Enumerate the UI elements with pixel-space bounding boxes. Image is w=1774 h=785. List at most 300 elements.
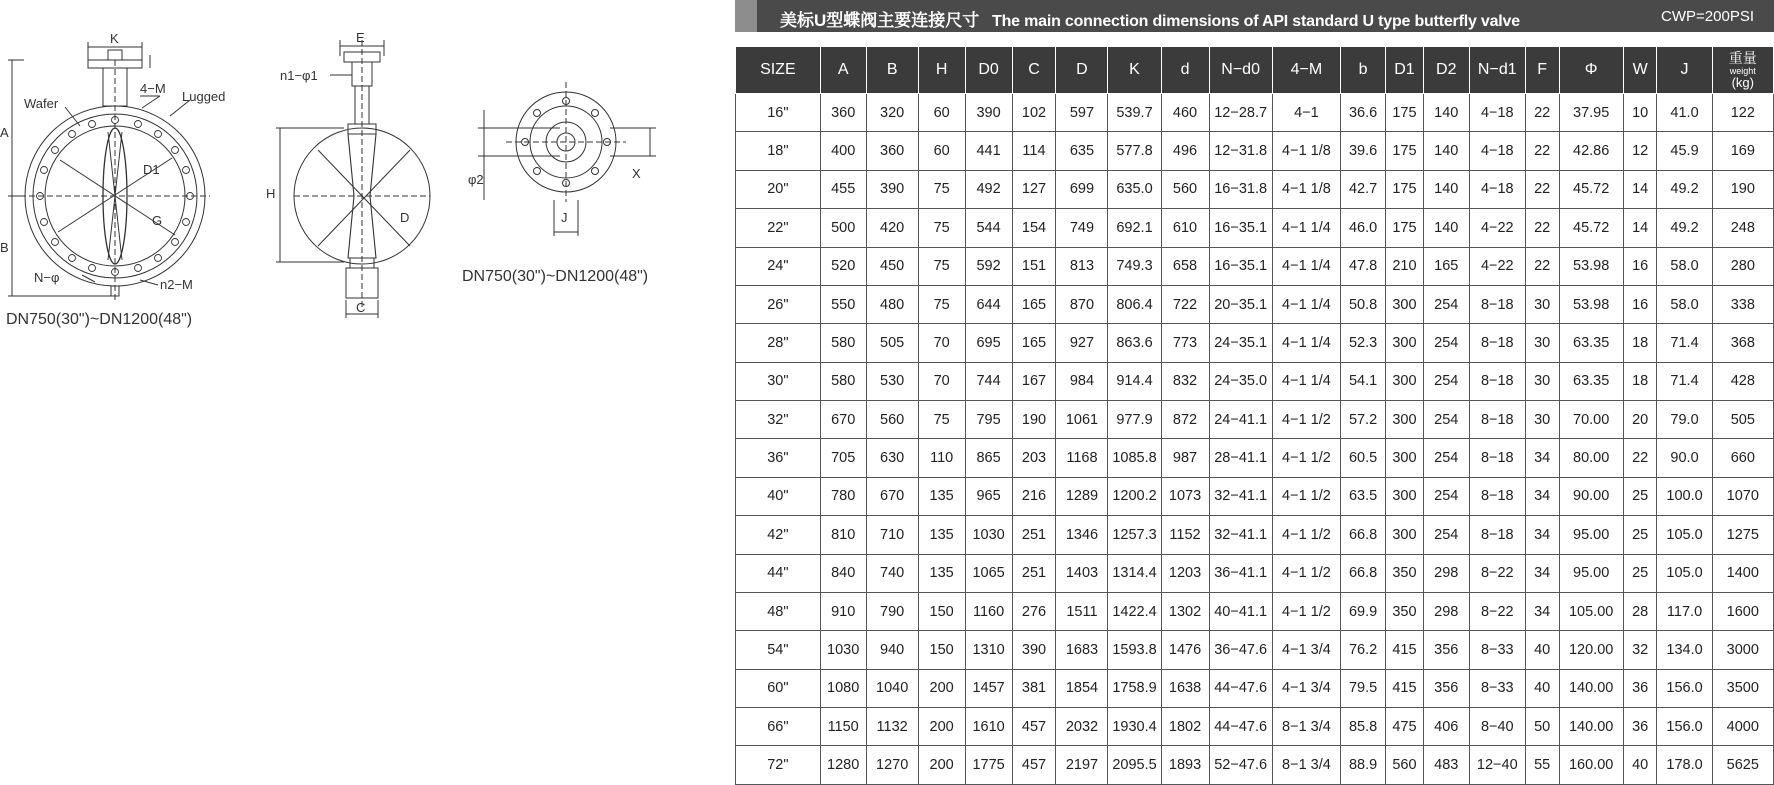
table-cell: 660 (1712, 439, 1773, 477)
table-cell: 30 (1525, 401, 1559, 439)
table-cell: 200 (918, 708, 965, 746)
table-cell: 1683 (1056, 631, 1108, 669)
table-cell: 8−18 (1469, 324, 1525, 362)
table-cell: 40 (1623, 746, 1657, 785)
column-header: F (1525, 47, 1559, 94)
front-view-caption: DN750(30")~DN1200(48") (6, 311, 193, 328)
table-cell: 47.8 (1341, 247, 1386, 285)
size-cell: 72" (736, 746, 821, 785)
table-cell: 320 (866, 94, 918, 132)
table-cell: 457 (1012, 708, 1056, 746)
table-row (736, 209, 1774, 247)
table-cell: 165 (1423, 247, 1469, 285)
table-cell: 1638 (1161, 669, 1209, 707)
table-cell: 1302 (1161, 592, 1209, 630)
table-cell: 248 (1712, 209, 1773, 247)
table-row (736, 247, 1774, 285)
table-cell: 216 (1012, 477, 1056, 515)
table-cell: 49.2 (1657, 170, 1712, 208)
table-cell: 210 (1386, 247, 1424, 285)
table-cell: 8−1 3/4 (1272, 708, 1340, 746)
table-cell: 16 (1623, 285, 1657, 323)
table-cell: 178.0 (1657, 746, 1712, 785)
table-cell: 45.9 (1657, 132, 1712, 170)
table-cell: 32 (1623, 631, 1657, 669)
table-cell: 1070 (1712, 477, 1773, 515)
table-cell: 34 (1525, 592, 1559, 630)
table-cell: 160.00 (1559, 746, 1623, 785)
table-cell: 69.9 (1341, 592, 1386, 630)
table-cell: 1403 (1056, 554, 1108, 592)
table-cell: 670 (866, 477, 918, 515)
label-4-m: 4−M (140, 81, 166, 96)
table-cell: 520 (820, 247, 866, 285)
label-k: K (110, 31, 119, 46)
table-cell: 300 (1386, 401, 1424, 439)
table-title (780, 6, 1520, 31)
size-cell: 20" (736, 170, 821, 208)
label-e: E (356, 30, 365, 45)
table-cell: 20 (1623, 401, 1657, 439)
table-cell: 95.00 (1559, 516, 1623, 554)
table-row (736, 170, 1774, 208)
table-cell: 34 (1525, 516, 1559, 554)
table-cell: 102 (1012, 94, 1056, 132)
table-cell: 8−18 (1469, 516, 1525, 554)
table-cell: 580 (820, 362, 866, 400)
table-cell: 300 (1386, 439, 1424, 477)
table-cell: 8−33 (1469, 631, 1525, 669)
table-cell: 254 (1423, 362, 1469, 400)
table-cell: 30 (1525, 362, 1559, 400)
table-cell: 22 (1525, 170, 1559, 208)
table-cell: 806.4 (1108, 285, 1161, 323)
table-cell: 8−1 3/4 (1272, 746, 1340, 785)
table-cell: 37.95 (1559, 94, 1623, 132)
table-cell: 42.86 (1559, 132, 1623, 170)
table-cell: 977.9 (1108, 401, 1161, 439)
table-cell: 780 (820, 477, 866, 515)
table-cell: 46.0 (1341, 209, 1386, 247)
table-cell: 75 (918, 285, 965, 323)
table-cell: 338 (1712, 285, 1773, 323)
table-cell: 50 (1525, 708, 1559, 746)
table-row (736, 94, 1774, 132)
table-cell: 1168 (1056, 439, 1108, 477)
table-cell: 60.5 (1341, 439, 1386, 477)
table-cell: 810 (820, 516, 866, 554)
column-header: d (1161, 47, 1209, 94)
table-cell: 1030 (965, 516, 1012, 554)
table-cell: 16−35.1 (1209, 209, 1272, 247)
label-j: J (561, 210, 568, 225)
table-cell: 4−1 1/8 (1272, 170, 1340, 208)
table-cell: 4−18 (1469, 94, 1525, 132)
table-cell: 1930.4 (1108, 708, 1161, 746)
table-cell: 22 (1525, 94, 1559, 132)
size-cell: 32" (736, 401, 821, 439)
table-cell: 300 (1386, 285, 1424, 323)
table-cell: 1132 (866, 708, 918, 746)
table-cell: 8−18 (1469, 477, 1525, 515)
table-cell: 1457 (965, 669, 1012, 707)
table-cell: 4−1 1/4 (1272, 324, 1340, 362)
table-cell: 22 (1623, 439, 1657, 477)
table-cell: 167 (1012, 362, 1056, 400)
column-header: SIZE (736, 47, 821, 94)
table-cell: 16 (1623, 247, 1657, 285)
table-cell: 863.6 (1108, 324, 1161, 362)
table-cell: 66.8 (1341, 554, 1386, 592)
table-cell: 987 (1161, 439, 1209, 477)
table-cell: 1085.8 (1108, 439, 1161, 477)
size-cell: 24" (736, 247, 821, 285)
table-cell: 203 (1012, 439, 1056, 477)
table-cell: 4−1 1/2 (1272, 516, 1340, 554)
table-cell: 169 (1712, 132, 1773, 170)
table-cell: 254 (1423, 285, 1469, 323)
table-cell: 560 (1386, 746, 1424, 785)
table-cell: 254 (1423, 516, 1469, 554)
table-cell: 368 (1712, 324, 1773, 362)
table-cell: 1854 (1056, 669, 1108, 707)
table-cell: 360 (866, 132, 918, 170)
table-cell: 254 (1423, 477, 1469, 515)
table-cell: 165 (1012, 324, 1056, 362)
table-cell: 1073 (1161, 477, 1209, 515)
table-cell: 57.2 (1341, 401, 1386, 439)
table-cell: 4−1 3/4 (1272, 669, 1340, 707)
table-cell: 496 (1161, 132, 1209, 170)
table-title-bar (735, 0, 1774, 32)
table-cell: 744 (965, 362, 1012, 400)
table-cell: 50.8 (1341, 285, 1386, 323)
table-cell: 910 (820, 592, 866, 630)
title-accent (735, 0, 757, 32)
table-header-row (736, 47, 1774, 94)
column-header: C (1012, 47, 1056, 94)
table-cell: 63.5 (1341, 477, 1386, 515)
table-cell: 350 (1386, 554, 1424, 592)
table-cell: 428 (1712, 362, 1773, 400)
table-cell: 34 (1525, 477, 1559, 515)
table-cell: 4−1 1/2 (1272, 477, 1340, 515)
table-cell: 12−31.8 (1209, 132, 1272, 170)
table-cell: 90.00 (1559, 477, 1623, 515)
table-cell: 406 (1423, 708, 1469, 746)
label-x: X (632, 166, 641, 181)
table-cell: 298 (1423, 554, 1469, 592)
label-phi2: φ2 (468, 172, 484, 187)
table-cell: 70 (918, 324, 965, 362)
table-cell: 3000 (1712, 631, 1773, 669)
table-cell: 1160 (965, 592, 1012, 630)
label-d1: D1 (143, 162, 160, 177)
column-header: D2 (1423, 47, 1469, 94)
table-cell: 865 (965, 439, 1012, 477)
table-cell: 52−47.6 (1209, 746, 1272, 785)
table-cell: 644 (965, 285, 1012, 323)
table-cell: 150 (918, 592, 965, 630)
table-cell: 16−31.8 (1209, 170, 1272, 208)
table-cell: 635 (1056, 132, 1108, 170)
dimensions-table (735, 46, 1774, 785)
table-cell: 1893 (1161, 746, 1209, 785)
table-cell: 140.00 (1559, 708, 1623, 746)
table-cell: 44−47.6 (1209, 708, 1272, 746)
table-cell: 40−41.1 (1209, 592, 1272, 630)
table-cell: 455 (820, 170, 866, 208)
table-cell: 24−41.1 (1209, 401, 1272, 439)
column-header: H (918, 47, 965, 94)
column-header: N−d0 (1209, 47, 1272, 94)
table-cell: 390 (965, 94, 1012, 132)
table-cell: 1200.2 (1108, 477, 1161, 515)
table-cell: 1061 (1056, 401, 1108, 439)
table-cell: 8−22 (1469, 592, 1525, 630)
table-cell: 560 (1161, 170, 1209, 208)
table-cell: 4−18 (1469, 132, 1525, 170)
table-cell: 592 (965, 247, 1012, 285)
table-cell: 4−1 1/2 (1272, 439, 1340, 477)
table-cell: 36−41.1 (1209, 554, 1272, 592)
table-cell: 175 (1386, 209, 1424, 247)
size-cell: 66" (736, 708, 821, 746)
table-cell: 45.72 (1559, 170, 1623, 208)
table-cell: 710 (866, 516, 918, 554)
table-cell: 24−35.1 (1209, 324, 1272, 362)
table-cell: 135 (918, 554, 965, 592)
table-cell: 965 (965, 477, 1012, 515)
table-cell: 95.00 (1559, 554, 1623, 592)
table-cell: 105.0 (1657, 554, 1712, 592)
label-wafer: Wafer (24, 96, 59, 111)
table-cell: 280 (1712, 247, 1773, 285)
table-cell: 44−47.6 (1209, 669, 1272, 707)
table-cell: 2197 (1056, 746, 1108, 785)
table-cell: 10 (1623, 94, 1657, 132)
table-cell: 415 (1386, 631, 1424, 669)
table-cell: 254 (1423, 324, 1469, 362)
table-cell: 483 (1423, 746, 1469, 785)
label-c: C (356, 300, 366, 315)
table-cell: 1600 (1712, 592, 1773, 630)
table-cell: 36−47.6 (1209, 631, 1272, 669)
table-cell: 110 (918, 439, 965, 477)
table-cell: 1400 (1712, 554, 1773, 592)
table-cell: 140 (1423, 209, 1469, 247)
table-row (736, 477, 1774, 515)
table-cell: 539.7 (1108, 94, 1161, 132)
pressure-rating: CWP=200PSI (1661, 8, 1754, 25)
table-cell: 88.9 (1341, 746, 1386, 785)
table-cell: 1030 (820, 631, 866, 669)
table-cell: 254 (1423, 439, 1469, 477)
table-cell: 1346 (1056, 516, 1108, 554)
table-cell: 190 (1712, 170, 1773, 208)
table-row (736, 401, 1774, 439)
table-cell: 60 (918, 132, 965, 170)
size-cell: 18" (736, 132, 821, 170)
table-cell: 1203 (1161, 554, 1209, 592)
title-chinese: 美标U型蝶阀主要连接尺寸 (780, 11, 980, 30)
table-cell: 135 (918, 477, 965, 515)
table-cell: 36 (1623, 669, 1657, 707)
table-cell: 200 (918, 746, 965, 785)
size-cell: 54" (736, 631, 821, 669)
size-cell: 42" (736, 516, 821, 554)
table-cell: 4−22 (1469, 247, 1525, 285)
table-cell: 832 (1161, 362, 1209, 400)
table-cell: 300 (1386, 362, 1424, 400)
table-cell: 356 (1423, 669, 1469, 707)
table-cell: 8−33 (1469, 669, 1525, 707)
table-cell: 25 (1623, 554, 1657, 592)
table-cell: 151 (1012, 247, 1056, 285)
table-cell: 492 (965, 170, 1012, 208)
table-cell: 4−1 1/4 (1272, 247, 1340, 285)
table-cell: 70 (918, 362, 965, 400)
table-cell: 749.3 (1108, 247, 1161, 285)
table-row (736, 132, 1774, 170)
table-cell: 692.1 (1108, 209, 1161, 247)
table-cell: 22 (1525, 247, 1559, 285)
technical-drawings (0, 0, 720, 340)
table-row (736, 362, 1774, 400)
table-cell: 1257.3 (1108, 516, 1161, 554)
table-cell: 1270 (866, 746, 918, 785)
table-cell: 8−18 (1469, 439, 1525, 477)
table-cell: 298 (1423, 592, 1469, 630)
table-cell: 872 (1161, 401, 1209, 439)
table-row (736, 324, 1774, 362)
table-cell: 3500 (1712, 669, 1773, 707)
table-cell: 695 (965, 324, 1012, 362)
table-cell: 740 (866, 554, 918, 592)
table-cell: 460 (1161, 94, 1209, 132)
table-cell: 722 (1161, 285, 1209, 323)
table-cell: 400 (820, 132, 866, 170)
table-cell: 76.2 (1341, 631, 1386, 669)
column-header: W (1623, 47, 1657, 94)
table-cell: 122 (1712, 94, 1773, 132)
table-cell: 530 (866, 362, 918, 400)
table-cell: 16−35.1 (1209, 247, 1272, 285)
table-row (736, 746, 1774, 785)
table-cell: 1275 (1712, 516, 1773, 554)
table-cell: 90.0 (1657, 439, 1712, 477)
table-cell: 276 (1012, 592, 1056, 630)
table-cell: 71.4 (1657, 324, 1712, 362)
table-cell: 114 (1012, 132, 1056, 170)
table-cell: 658 (1161, 247, 1209, 285)
column-header: N−d1 (1469, 47, 1525, 94)
table-cell: 40 (1525, 669, 1559, 707)
table-cell: 4−1 1/2 (1272, 592, 1340, 630)
table-cell: 156.0 (1657, 669, 1712, 707)
table-cell: 70.00 (1559, 401, 1623, 439)
size-cell: 28" (736, 324, 821, 362)
table-cell: 55 (1525, 746, 1559, 785)
table-cell: 300 (1386, 324, 1424, 362)
table-cell: 670 (820, 401, 866, 439)
table-cell: 79.0 (1657, 401, 1712, 439)
table-cell: 2095.5 (1108, 746, 1161, 785)
column-header: K (1108, 47, 1161, 94)
table-cell: 749 (1056, 209, 1108, 247)
table-cell: 75 (918, 247, 965, 285)
table-cell: 927 (1056, 324, 1108, 362)
table-cell: 350 (1386, 592, 1424, 630)
table-cell: 457 (1012, 746, 1056, 785)
table-cell: 1610 (965, 708, 1012, 746)
table-cell: 39.6 (1341, 132, 1386, 170)
table-cell: 36 (1623, 708, 1657, 746)
table-cell: 300 (1386, 477, 1424, 515)
table-cell: 705 (820, 439, 866, 477)
table-cell: 415 (1386, 669, 1424, 707)
column-header-weight (1712, 47, 1773, 94)
flange-view-caption: DN750(30")~DN1200(48") (462, 268, 649, 285)
weight-header-unit: (kg) (1731, 74, 1754, 90)
table-cell: 12−40 (1469, 746, 1525, 785)
table-cell: 60 (918, 94, 965, 132)
table-cell: 4−1 3/4 (1272, 631, 1340, 669)
table-cell: 120.00 (1559, 631, 1623, 669)
table-cell: 1476 (1161, 631, 1209, 669)
table-cell: 200 (918, 669, 965, 707)
table-cell: 45.72 (1559, 209, 1623, 247)
size-cell: 60" (736, 669, 821, 707)
table-cell: 560 (866, 401, 918, 439)
table-cell: 58.0 (1657, 285, 1712, 323)
table-cell: 360 (820, 94, 866, 132)
label-g: G (152, 213, 163, 228)
table-cell: 12−28.7 (1209, 94, 1272, 132)
table-cell: 1152 (1161, 516, 1209, 554)
table-cell: 14 (1623, 170, 1657, 208)
table-cell: 1310 (965, 631, 1012, 669)
table-cell: 80.00 (1559, 439, 1623, 477)
table-cell: 25 (1623, 477, 1657, 515)
table-cell: 441 (965, 132, 1012, 170)
table-cell: 5625 (1712, 746, 1773, 785)
table-cell: 390 (1012, 631, 1056, 669)
weight-header-en: weight (1729, 65, 1756, 76)
table-cell: 1775 (965, 746, 1012, 785)
table-cell: 52.3 (1341, 324, 1386, 362)
table-cell: 1314.4 (1108, 554, 1161, 592)
label-lugged: Lugged (182, 89, 226, 104)
table-cell: 505 (1712, 401, 1773, 439)
label-d: D (400, 210, 410, 225)
table-cell: 1040 (866, 669, 918, 707)
table-cell: 63.35 (1559, 362, 1623, 400)
table-cell: 773 (1161, 324, 1209, 362)
table-cell: 134.0 (1657, 631, 1712, 669)
table-cell: 8−18 (1469, 362, 1525, 400)
table-cell: 300 (1386, 516, 1424, 554)
table-row (736, 592, 1774, 630)
table-cell: 85.8 (1341, 708, 1386, 746)
table-cell: 790 (866, 592, 918, 630)
title-english: The main connection dimensions of API standard U type butterfly valve (992, 13, 1520, 30)
table-cell: 4−1 1/4 (1272, 362, 1340, 400)
table-cell: 154 (1012, 209, 1056, 247)
column-header: D (1056, 47, 1108, 94)
column-header: D0 (965, 47, 1012, 94)
table-cell: 12 (1623, 132, 1657, 170)
